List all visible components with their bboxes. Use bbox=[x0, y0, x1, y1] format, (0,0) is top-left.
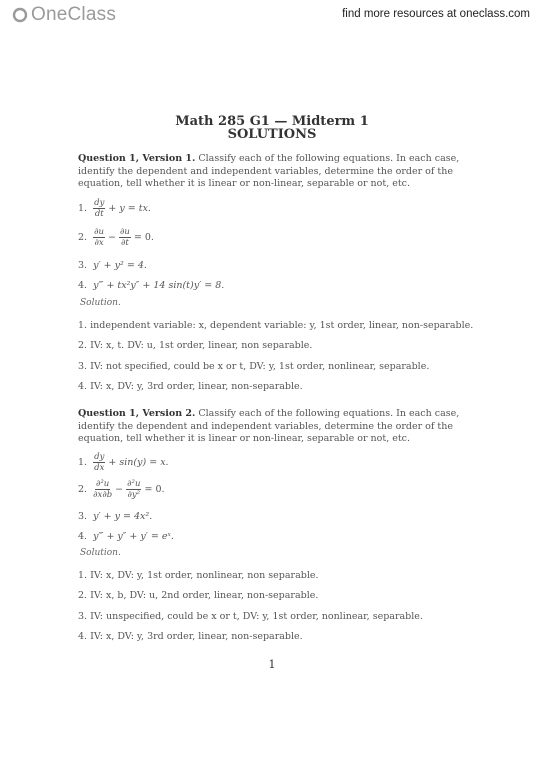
item-number: 3. bbox=[78, 511, 88, 522]
equation-rest: = 0. bbox=[144, 484, 165, 495]
equation-rest: = 0. bbox=[133, 232, 154, 243]
page-number: 1 bbox=[268, 658, 276, 671]
item-number: 1. bbox=[78, 203, 88, 214]
equation: y′ + y² = 4. bbox=[93, 260, 147, 271]
q1-solution-1: 1. independent variable: x, dependent variable: y, 1st order, linear, non-separable. bbox=[78, 320, 474, 331]
q1-solution-2: 2. IV: x, t. DV: u, 1st order, linear, non separable. bbox=[78, 340, 313, 351]
question-1-v1-heading: Question 1, Version 1. bbox=[78, 153, 196, 164]
q1-item-2: 2. $\frac{\partial u}{\partial x}$ − $\frac{\partial u}{\partial t}$ = 0. bbox=[78, 227, 154, 248]
q1-solution-label: Solution. bbox=[80, 298, 121, 308]
equation: y′ + y = 4x². bbox=[93, 511, 153, 522]
q1-solution-4: 4. IV: x, DV: y, 3rd order, linear, non-separable. bbox=[78, 381, 303, 392]
fraction: $\frac{dy}{dx}$ bbox=[94, 452, 105, 473]
q2-item-4 bbox=[78, 531, 174, 542]
promo-link[interactable]: find more resources at oneclass.com bbox=[342, 8, 530, 20]
fraction: $\frac{dy}{dt}$ bbox=[94, 198, 105, 219]
item-number: 4. bbox=[78, 280, 88, 291]
q2-solution-4: 4. IV: x, DV: y, 3rd order, linear, non-separable. bbox=[78, 631, 303, 642]
q1-item-1 bbox=[78, 198, 151, 219]
q2-item-3 bbox=[78, 511, 152, 522]
fraction: $\frac{\partial u}{\partial x}$ bbox=[94, 227, 104, 248]
page-title: Math 285 G1 — Midterm 1 bbox=[175, 114, 369, 129]
equation: y‴ + y″ + y′ = eˣ. bbox=[93, 531, 174, 542]
item-number: 2. bbox=[78, 232, 88, 243]
q2-solution-3: 3. IV: unspecified, could be x or t, DV: y, 1st order, nonlinear, separable. bbox=[78, 611, 423, 622]
q1-item-3 bbox=[78, 260, 147, 271]
fraction: $\frac{\partial u}{\partial t}$ bbox=[120, 227, 130, 248]
equation: y‴ + tx²y″ + 14 sin(t)y′ = 8. bbox=[93, 280, 225, 291]
question-1-v1-text: Classify each of the following equations. In each case, identify the dependent and independent variables, determine the order of the equation, tell whether it is linear or non-linear, separable or not, etc. bbox=[78, 153, 460, 189]
item-number: 3. bbox=[78, 260, 88, 271]
q1-item-4 bbox=[78, 280, 224, 291]
q2-solution-1: 1. IV: x, DV: y, 1st order, nonlinear, non separable. bbox=[78, 570, 319, 581]
item-number: 1. bbox=[78, 457, 88, 468]
q2-solution-label: Solution. bbox=[80, 548, 121, 558]
question-1-v2-heading: Question 1, Version 2. bbox=[78, 408, 196, 419]
logo-circle-icon bbox=[12, 7, 28, 23]
item-number: 4. bbox=[78, 531, 88, 542]
oneclass-logo[interactable] bbox=[12, 4, 116, 26]
question-1-v2-paragraph bbox=[78, 408, 478, 446]
page-subtitle: SOLUTIONS bbox=[227, 127, 317, 142]
fraction: $\frac{\text{∂²u}}{\partial x\partial b}$ bbox=[93, 479, 113, 500]
equation-rest: + sin(y) = x. bbox=[108, 457, 169, 468]
fraction: $\frac{\text{∂²u}}{\text{∂y²}}$ bbox=[127, 479, 141, 500]
q2-item-2: 2. $\frac{\text{∂²u}}{\partial x\partial b}$ − $\frac{\text{∂²u}}{\text{∂y²}}$ = 0. bbox=[78, 479, 165, 500]
q2-item-1 bbox=[78, 452, 169, 473]
q1-solution-3: 3. IV: not specified, could be x or t, DV: y, 1st order, nonlinear, separable. bbox=[78, 361, 430, 372]
equation-rest: + y = tx. bbox=[108, 203, 151, 214]
q2-solution-2: 2. IV: x, b, DV: u, 2nd order, linear, non-separable. bbox=[78, 590, 319, 601]
top-bar bbox=[0, 0, 544, 36]
logo-text: OneClass bbox=[31, 4, 117, 25]
item-number: 2. bbox=[78, 484, 88, 495]
question-1-v2-text: Classify each of the following equations. In each case, identify the dependent and independent variables, determine the order of the equation, tell whether it is linear or non-linear, separable or not, etc. bbox=[78, 408, 460, 444]
question-1-v1-paragraph bbox=[78, 153, 478, 191]
